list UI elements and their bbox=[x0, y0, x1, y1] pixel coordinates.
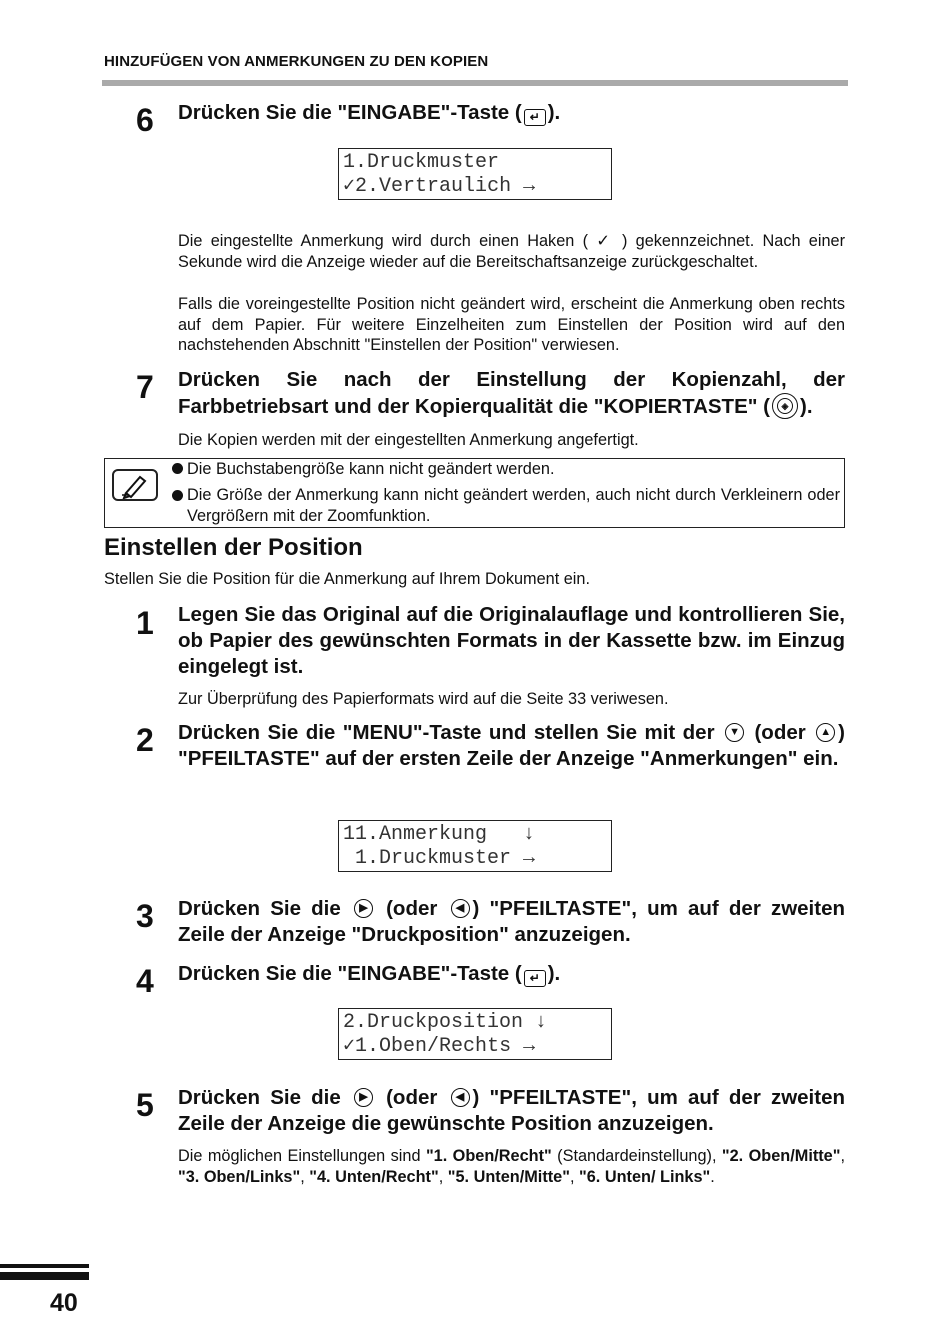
left-arrow-key-icon: ◀ bbox=[451, 1088, 470, 1107]
bullet-icon bbox=[172, 463, 183, 474]
footer-rule-thick bbox=[0, 1272, 89, 1280]
enter-key-icon: ↵ bbox=[524, 970, 546, 987]
lcd-display-step-6: 1.Druckmuster ✓2.Vertraulich → bbox=[338, 148, 612, 200]
left-arrow-key-icon: ◀ bbox=[451, 899, 470, 918]
page-number: 40 bbox=[50, 1289, 78, 1317]
step-4-title: Drücken Sie die "EINGABE"-Taste ( ↵ ). bbox=[178, 962, 561, 985]
copy-key-icon: ◈ bbox=[772, 393, 798, 419]
lcd-display-step-2: 11.Anmerkung ↓ 1.Druckmuster → bbox=[338, 820, 612, 872]
step-7-number: 7 bbox=[136, 369, 154, 405]
step-6-text-2: Falls die voreingestellte Position nicht geändert wird, erscheint die Anmerkung oben rechts auf dem Papier. Für weitere Einzelheiten zum Einstellen der Position wird auf den nachstehenden Abschnitt "Einstellen der Position" verwiesen. bbox=[178, 295, 845, 354]
step-7-title: Drücken Sie nach der Einstellung der Kopienzahl, der Farbbetriebsart und der Kopierqualität die "KOPIERTASTE" ( ◈ ). bbox=[178, 368, 845, 418]
right-arrow-key-icon: ▶ bbox=[354, 1088, 373, 1107]
note-bullet-2: Die Größe der Anmerkung kann nicht geändert werden, auch nicht durch Verkleinern oder Vergrößern mit der Zoomfunktion. bbox=[172, 485, 840, 526]
step-3-number: 3 bbox=[136, 898, 154, 934]
step-6-title: Drücken Sie die "EINGABE"-Taste ( ↵ ). bbox=[178, 101, 561, 124]
enter-key-icon: ↵ bbox=[524, 109, 546, 126]
step-1-text: Zur Überprüfung des Papierformats wird auf die Seite 33 veriwesen. bbox=[178, 690, 669, 708]
step-7-text: Die Kopien werden mit der eingestellten Anmerkung angefertigt. bbox=[178, 431, 639, 449]
step-5-number: 5 bbox=[136, 1087, 154, 1123]
note-bullet-1: Die Buchstabengröße kann nicht geändert werden. bbox=[172, 459, 840, 480]
header-rule bbox=[102, 80, 848, 86]
page-header: HINZUFÜGEN VON ANMERKUNGEN ZU DEN KOPIEN bbox=[104, 53, 489, 70]
step-2-title: Drücken Sie die "MENU"-Taste und stellen Sie mit der ▼ (oder ▲ ) "PFEILTASTE" auf der ersten Zeile der Anzeige "Anmerkungen" ein. bbox=[178, 721, 845, 770]
right-arrow-key-icon: ▶ bbox=[354, 899, 373, 918]
step-4-number: 4 bbox=[136, 963, 154, 999]
up-arrow-key-icon: ▲ bbox=[816, 723, 835, 742]
pencil-note-icon bbox=[112, 469, 158, 501]
lcd-display-step-4: 2.Druckposition ↓ ✓1.Oben/Rechts → bbox=[338, 1008, 612, 1060]
step-5-title: Drücken Sie die ▶ (oder ◀ ) "PFEILTASTE", um auf der zweiten Zeile der Anzeige die gewünschte Position anzuzeigen. bbox=[178, 1086, 846, 1135]
down-arrow-key-icon: ▼ bbox=[725, 723, 744, 742]
step-2-number: 2 bbox=[136, 722, 154, 758]
footer-rule-thin bbox=[0, 1264, 89, 1268]
section-heading: Einstellen der Position bbox=[104, 534, 363, 561]
step-6-text-1: Die eingestellte Anmerkung wird durch einen Haken ( ✓ ) gekennzeichnet. Nach einer Sekunde wird die Anzeige wieder auf die Bereitschaftsanzeige zurückgeschaltet. bbox=[178, 232, 845, 271]
step-3-title: Drücken Sie die ▶ (oder ◀ ) "PFEILTASTE", um auf der zweiten Zeile der Anzeige "Druckposition" anzuzeigen. bbox=[178, 897, 846, 946]
section-intro: Stellen Sie die Position für die Anmerkung auf Ihrem Dokument ein. bbox=[104, 570, 590, 588]
step-1-title: Legen Sie das Original auf die Originalauflage und kontrollieren Sie, ob Papier des gewünschten Formats in der Kassette bzw. im Einzug eingelegt ist. bbox=[178, 603, 845, 678]
step-6-number: 6 bbox=[136, 102, 154, 138]
bullet-icon bbox=[172, 490, 183, 501]
step-1-number: 1 bbox=[136, 605, 154, 641]
step-5-text: Die möglichen Einstellungen sind "1. Oben/Recht" (Standardeinstellung), "2. Oben/Mitte", "3. Oben/Links", "4. Unten/Recht", "5. Unten/Mitte", "6. Unten/ Links". bbox=[178, 1147, 845, 1186]
